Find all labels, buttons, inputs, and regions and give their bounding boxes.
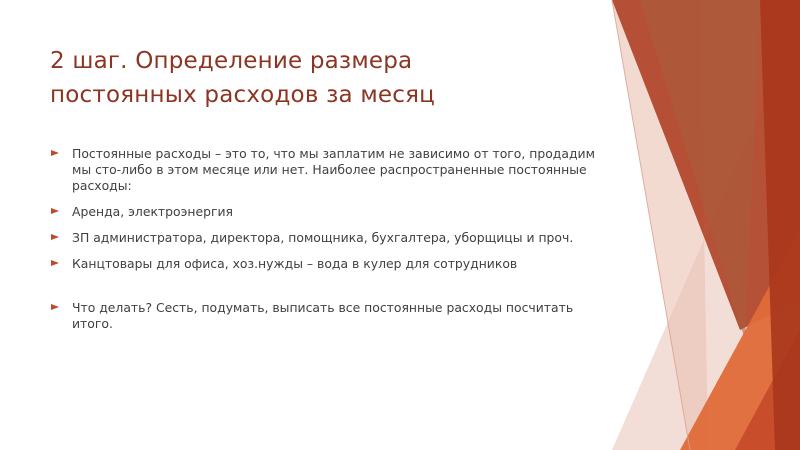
triangle-arrow-icon — [51, 150, 59, 156]
bullet-item — [50, 146, 610, 194]
bullet-text: Что делать? Сесть, подумать, выписать все постоянные расходы посчитать итого. — [72, 300, 574, 331]
title-line-2: постоянных расходов за месяц — [50, 82, 435, 108]
triangle-arrow-icon — [51, 304, 59, 310]
bullet-text: ЗП администратора, директора, помощника, бухгалтера, уборщицы и проч. — [72, 230, 574, 245]
triangle-arrow-icon — [51, 260, 59, 266]
bullet-text: Аренда, электроэнергия — [72, 204, 233, 219]
slide-title — [50, 44, 570, 112]
bullet-text: Канцтовары для офиса, хоз.нужды – вода в кулер для сотрудников — [72, 256, 518, 271]
bullet-item — [50, 204, 610, 220]
bullet-list — [50, 146, 610, 342]
bullet-text: Постоянные расходы – это то, что мы заплатим не зависимо от того, продадим мы сто-либо в этом месяце или нет. Наиболее распространенные постоянные расходы: — [72, 146, 595, 193]
bullet-item — [50, 230, 610, 246]
triangle-arrow-icon — [51, 234, 59, 240]
bullet-item — [50, 256, 610, 272]
title-line-1: 2 шаг. Определение размера — [50, 48, 413, 74]
bullet-item — [50, 300, 610, 332]
triangle-arrow-icon — [51, 208, 59, 214]
